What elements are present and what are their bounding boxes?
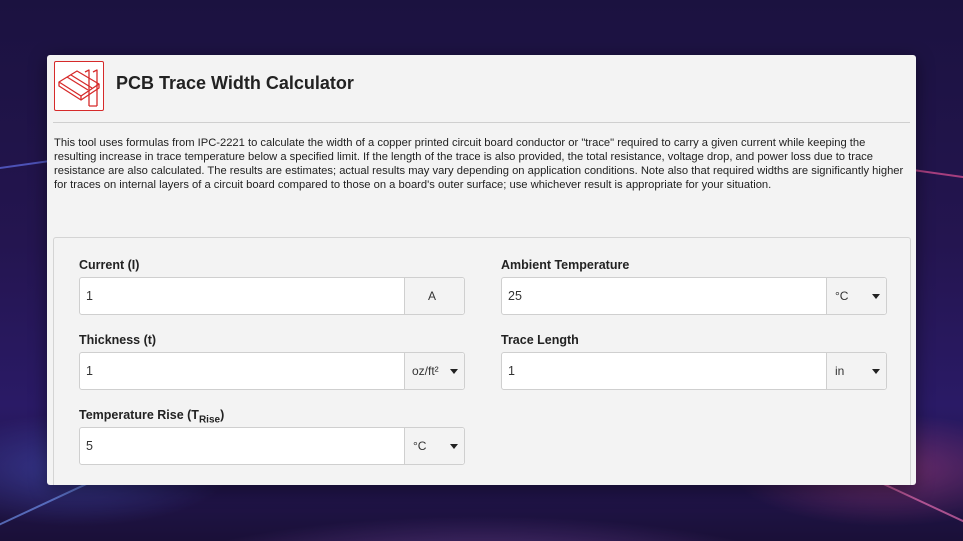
current-value: 1 <box>86 289 93 303</box>
thickness-value: 1 <box>86 364 93 378</box>
calculator-card <box>47 55 916 485</box>
trace-length-label: Trace Length <box>501 333 579 347</box>
current-label: Current (I) <box>79 258 140 272</box>
pcb-trace-logo-icon <box>54 61 104 111</box>
header-divider <box>53 122 910 123</box>
thickness-label: Thickness (t) <box>79 333 157 347</box>
ambient-temperature-input[interactable] <box>501 277 887 315</box>
temperature-rise-value: 5 <box>86 439 93 453</box>
calculator-header <box>47 55 916 123</box>
chevron-down-icon <box>450 444 458 449</box>
current-unit-label: A <box>404 278 464 314</box>
input-panel <box>53 237 911 485</box>
ambient-unit-select[interactable]: °C <box>826 278 886 314</box>
temperature-rise-label: Temperature Rise $(T_{Rise})$ <box>79 408 225 426</box>
current-input[interactable] <box>79 277 465 315</box>
temperature-rise-input[interactable] <box>79 427 465 465</box>
length-unit-select[interactable]: in <box>826 353 886 389</box>
ambient-temperature-value: 25 <box>508 289 522 303</box>
chevron-down-icon <box>872 369 880 374</box>
chevron-down-icon <box>872 294 880 299</box>
trace-length-input[interactable] <box>501 352 887 390</box>
trace-length-value: 1 <box>508 364 515 378</box>
tool-description: This tool uses formulas from IPC-2221 to calculate the width of a copper printed circuit board conductor or "trace" required to carry a given current while keeping the resulting increase in trace temperature below a specified limit. If the length of the trace is also provided, the total resistance, voltage drop, and power loss due to trace resistance are also calculated. The results are estimates; actual results may vary depending on application conditions. Note also that required widths are significantly higher for traces on internal layers of a circuit board compared to those on a board's outer surface; use whichever result is appropriate for your situation. <box>54 137 904 191</box>
thickness-input[interactable] <box>79 352 465 390</box>
chevron-down-icon <box>450 369 458 374</box>
rise-unit-select[interactable]: °C <box>404 428 464 464</box>
page-title: PCB Trace Width Calculator <box>116 73 354 93</box>
ambient-temperature-label: Ambient Temperature <box>501 258 630 272</box>
thickness-unit-select[interactable]: oz/ft² <box>404 353 464 389</box>
